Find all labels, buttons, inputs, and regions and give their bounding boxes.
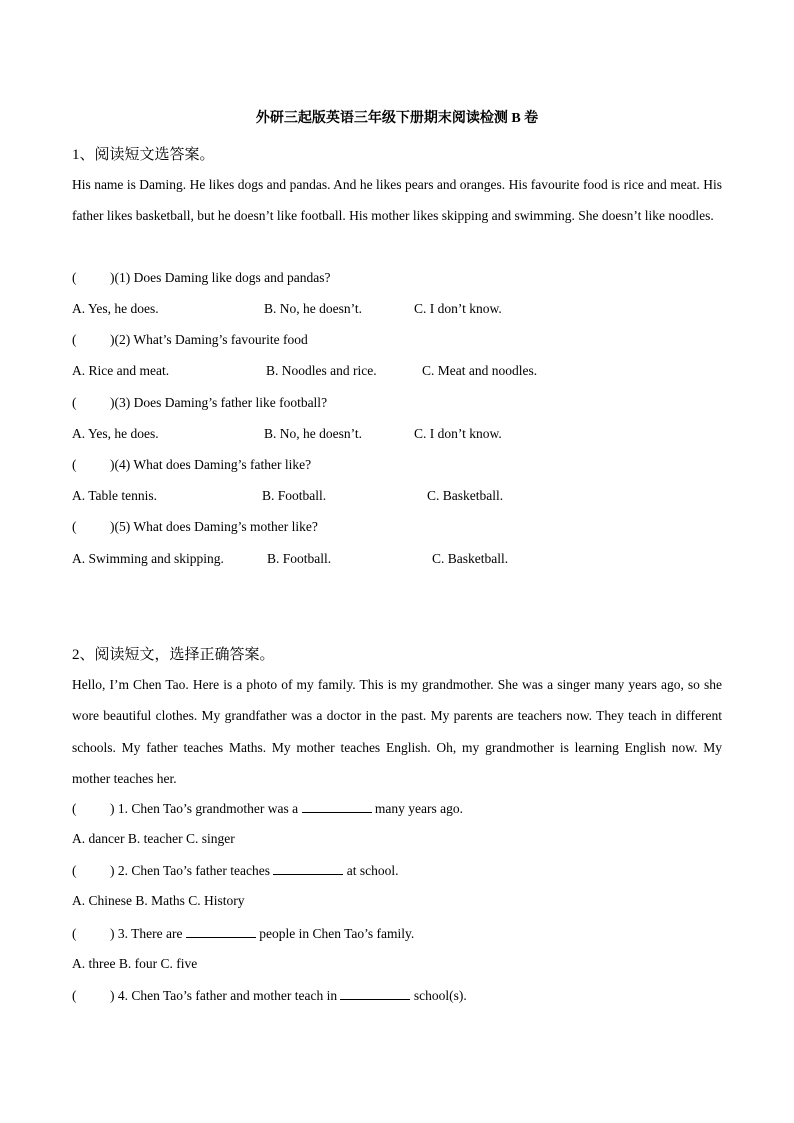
section1-heading: 1、阅读短文选答案。 bbox=[72, 147, 215, 163]
section2-passage: Hello, I’m Chen Tao. Here is a photo of my family. This is my grandmother. She was a singer many years ago, so she wore beautiful clothes. My grandfather was a doctor in the past. My parents are teachers now. They teach in different schools. My father teaches Maths. My mother teaches English. Oh, my grandmother is learning English now. My mother teaches her. bbox=[72, 677, 722, 786]
section1-question-4 bbox=[72, 457, 311, 473]
section2-question-1 bbox=[72, 800, 463, 817]
question-text: )(2) What’s Daming’s favourite food bbox=[110, 332, 308, 347]
question-text-after: school(s). bbox=[413, 988, 467, 1003]
option-c: C. Basketball. bbox=[427, 488, 504, 503]
answer-paren: ( bbox=[72, 457, 77, 472]
section1-question-5 bbox=[72, 519, 318, 535]
question-text-after: at school. bbox=[346, 863, 399, 878]
option-b: B. No, he doesn’t. bbox=[264, 301, 362, 316]
options-line: A. Chinese B. Maths C. History bbox=[72, 893, 245, 908]
options-line: A. three B. four C. five bbox=[72, 956, 198, 971]
question-text-after: people in Chen Tao’s family. bbox=[259, 926, 415, 941]
answer-paren: ( bbox=[72, 988, 77, 1003]
option-a: A. Yes, he does. bbox=[72, 301, 159, 316]
question-text: ) 2. Chen Tao’s father teaches bbox=[110, 863, 270, 878]
option-a: A. Yes, he does. bbox=[72, 426, 159, 441]
question-text: )(4) What does Daming’s father like? bbox=[110, 457, 312, 472]
section2-question-4 bbox=[72, 987, 467, 1004]
section1-passage: His name is Daming. He likes dogs and pandas. And he likes pears and oranges. His favourite food is rice and meat. His father likes basketball, but he doesn’t like football. His mother likes skipping and swimming. She doesn’t like noodles. bbox=[72, 177, 722, 224]
option-a: A. Table tennis. bbox=[72, 488, 158, 503]
option-b: B. No, he doesn’t. bbox=[264, 426, 362, 441]
answer-paren: ( bbox=[72, 926, 77, 941]
option-a: A. Rice and meat. bbox=[72, 363, 170, 378]
option-b: B. Noodles and rice. bbox=[266, 363, 377, 378]
answer-paren: ( bbox=[72, 801, 77, 816]
answer-blank[interactable] bbox=[273, 862, 343, 875]
section1-question-3 bbox=[72, 395, 327, 411]
question-text-after: many years ago. bbox=[374, 801, 463, 816]
answer-paren: ( bbox=[72, 519, 77, 534]
section2-question-2 bbox=[72, 862, 399, 879]
question-text: )(5) What does Daming’s mother like? bbox=[110, 519, 318, 534]
answer-blank[interactable] bbox=[340, 987, 410, 1000]
section1-question-1 bbox=[72, 270, 330, 286]
section1-question-2 bbox=[72, 332, 308, 348]
option-c: C. I don’t know. bbox=[414, 301, 502, 316]
answer-blank[interactable] bbox=[186, 925, 256, 938]
answer-paren: ( bbox=[72, 332, 77, 347]
question-text: )(1) Does Daming like dogs and pandas? bbox=[110, 270, 331, 285]
option-c: C. Meat and noodles. bbox=[422, 363, 538, 378]
section2-question-3 bbox=[72, 925, 414, 942]
option-c: C. Basketball. bbox=[432, 551, 509, 566]
question-text: )(3) Does Daming’s father like football? bbox=[110, 395, 328, 410]
question-text: ) 1. Chen Tao’s grandmother was a bbox=[110, 801, 299, 816]
options-line: A. dancer B. teacher C. singer bbox=[72, 831, 235, 846]
option-a: A. Swimming and skipping. bbox=[72, 551, 224, 566]
option-b: B. Football. bbox=[262, 488, 327, 503]
section2-heading: 2、阅读短文，选择正确答案。 bbox=[72, 647, 275, 663]
option-c: C. I don’t know. bbox=[414, 426, 502, 441]
answer-blank[interactable] bbox=[302, 800, 372, 813]
answer-paren: ( bbox=[72, 270, 77, 285]
page-title: 外研三起版英语三年级下册期末阅读检测 B 卷 bbox=[255, 111, 539, 126]
question-text: ) 3. There are bbox=[110, 926, 183, 941]
question-text: ) 4. Chen Tao’s father and mother teach in bbox=[110, 988, 338, 1003]
option-b: B. Football. bbox=[267, 551, 332, 566]
answer-paren: ( bbox=[72, 863, 77, 878]
answer-paren: ( bbox=[72, 395, 77, 410]
